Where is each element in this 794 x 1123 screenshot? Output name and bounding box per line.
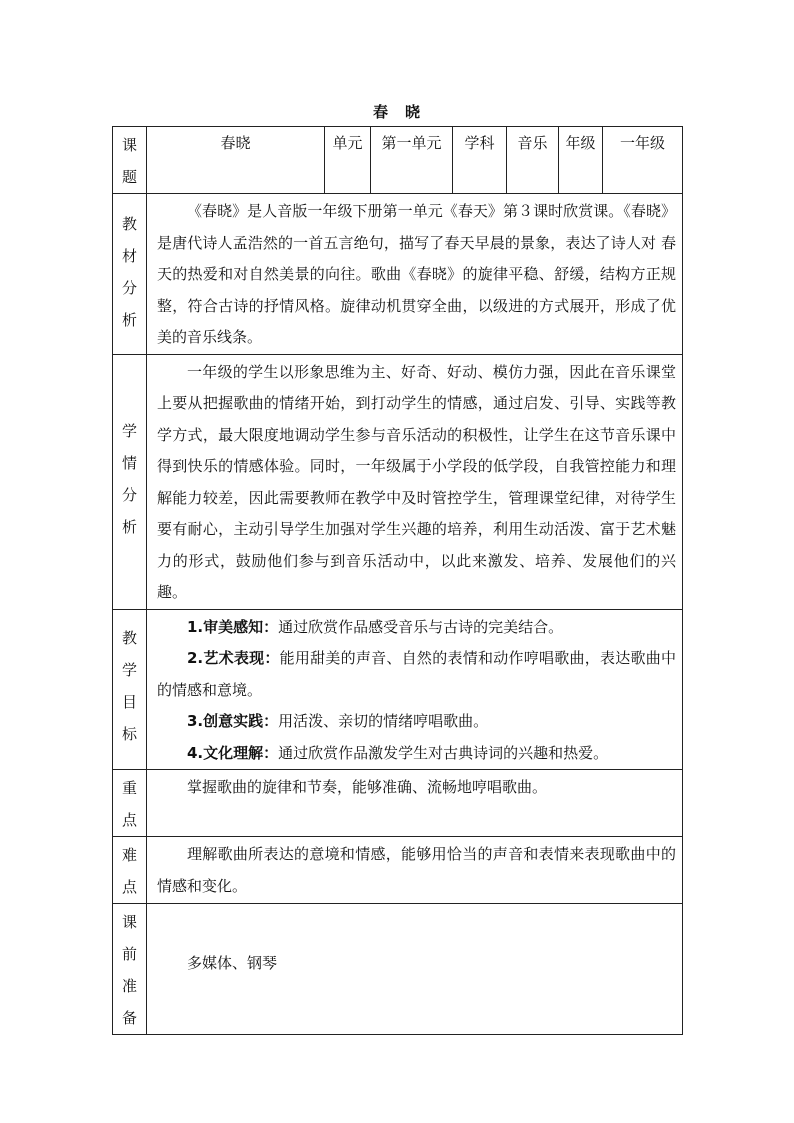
key-points-row xyxy=(113,770,683,837)
difficulties-label: 难 点 xyxy=(113,837,147,904)
students-row xyxy=(113,354,683,609)
key-points-label: 重 点 xyxy=(113,770,147,837)
textbook-row xyxy=(113,194,683,355)
textbook-label: 教 材 分 析 xyxy=(113,194,147,355)
objectives-list xyxy=(147,609,683,770)
textbook-analysis: 《春晓》是人音版一年级下册第一单元《春天》第３课时欣赏课。《春晓》是唐代诗人孟浩然的一首五言绝句，描写了春天早晨的景象，表达了诗人对 春天的热爱和对自然美景的向往。歌曲《春晓》的旋律平稳、舒缓，结构方正规整，符合古诗的抒情风格。旋律动机贯穿全曲，以级进的方式展开，形成了优美的音乐线条。 xyxy=(147,194,683,355)
students-label: 学 情 分 析 xyxy=(113,354,147,609)
objective-item: 3.创意实践：用活泼、亲切的情绪哼唱歌曲。 xyxy=(187,712,489,730)
preparation-row xyxy=(113,904,683,1035)
grade-value: 一年级 xyxy=(603,127,683,194)
header-row xyxy=(113,127,683,194)
preparation-label: 课 前 准 备 xyxy=(113,904,147,1035)
objectives-label: 教 学 目 标 xyxy=(113,609,147,770)
students-analysis: 一年级的学生以形象思维为主、好奇、好动、模仿力强，因此在音乐课堂上要从把握歌曲的情绪开始，到打动学生的情感，通过启发、引导、实践等教学方式，最大限度地调动学生参与音乐活动的积极性，让学生在这节音乐课中得到快乐的情感体验。同时，一年级属于小学段的低学段，自我管控能力和理解能力较差，因此需要教师在教学中及时管控学生，管理课堂纪律，对待学生要有耐心，主动引导学生加强对学生兴趣的培养，利用生动活泼、富于艺术魅力的形式，鼓励他们参与到音乐活动中，以此来激发、培养、发展他们的兴趣。 xyxy=(147,354,683,609)
preparation: 多媒体、钢琴 xyxy=(147,904,683,1035)
objectives-row xyxy=(113,609,683,770)
lesson-label: 课 题 xyxy=(113,127,147,194)
objective-item: 1.审美感知：通过欣赏作品感受音乐与古诗的完美结合。 xyxy=(187,617,564,636)
page-title: 春 晓 xyxy=(372,103,421,121)
objective-item: 4.文化理解：通过欣赏作品激发学生对古典诗词的兴趣和热爱。 xyxy=(187,743,609,762)
lesson-plan-table xyxy=(112,126,683,1035)
subject-label: 学科 xyxy=(453,127,507,194)
key-points: 掌握歌曲的旋律和节奏，能够准确、流畅地哼唱歌曲。 xyxy=(147,770,683,837)
lesson-title: 春晓 xyxy=(147,127,325,194)
difficulties: 理解歌曲所表达的意境和情感，能够用恰当的声音和表情来表现歌曲中的情感和变化。 xyxy=(147,837,683,904)
unit-label: 单元 xyxy=(325,127,371,194)
grade-label: 年级 xyxy=(559,127,603,194)
subject-value: 音乐 xyxy=(507,127,559,194)
objective-item: 2.艺术表现：能用甜美的声音、自然的表情和动作哼唱歌曲，表达歌曲中的情感和意境。 xyxy=(157,649,676,699)
unit-value: 第一单元 xyxy=(371,127,453,194)
difficulties-row xyxy=(113,837,683,904)
